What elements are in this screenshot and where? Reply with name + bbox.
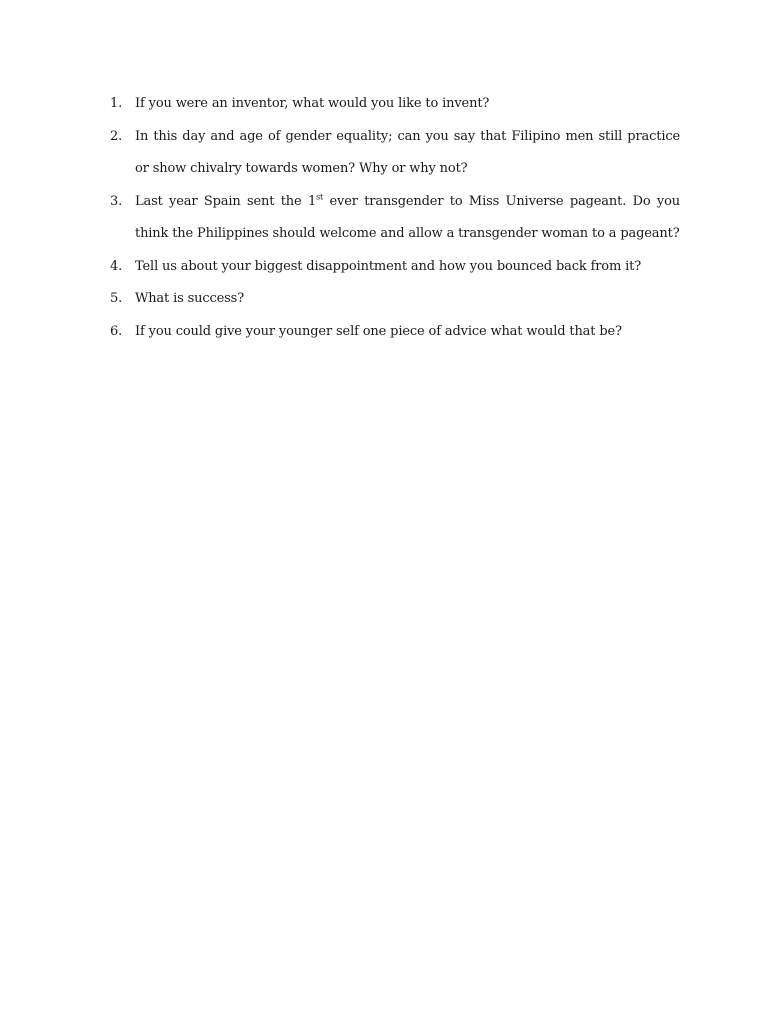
question-number: 1. xyxy=(110,96,123,111)
question-item-6 xyxy=(110,316,680,349)
question-number: 5. xyxy=(110,291,123,306)
question-item-1 xyxy=(110,88,680,121)
question-text xyxy=(135,186,680,251)
question-text: If you could give your younger self one piece of advice what would that be? xyxy=(135,323,622,339)
question-text-part: Last year Spain sent the 1 xyxy=(135,193,317,209)
question-item-3 xyxy=(110,186,680,251)
question-number: 3. xyxy=(110,193,123,209)
question-list xyxy=(110,88,680,348)
question-text-part: ever transgender to Miss Universe pageant. Do you think the Philippines should welcome and allow a transgender woman to a pageant? xyxy=(135,193,680,241)
ordinal-superscript: st xyxy=(316,192,324,202)
question-text: In this day and age of gender equality; can you say that Filipino men still practice or show chivalry towards women? Why or why not? xyxy=(135,128,680,176)
question-item-4 xyxy=(110,251,680,284)
question-item-5 xyxy=(110,283,680,316)
question-number: 2. xyxy=(110,128,123,144)
question-number: 6. xyxy=(110,323,123,339)
question-text: If you were an inventor, what would you like to invent? xyxy=(135,96,490,111)
question-number: 4. xyxy=(110,258,123,274)
question-text: What is success? xyxy=(135,291,245,306)
question-text: Tell us about your biggest disappointment and how you bounced back from it? xyxy=(135,258,642,274)
question-item-2 xyxy=(110,121,680,186)
